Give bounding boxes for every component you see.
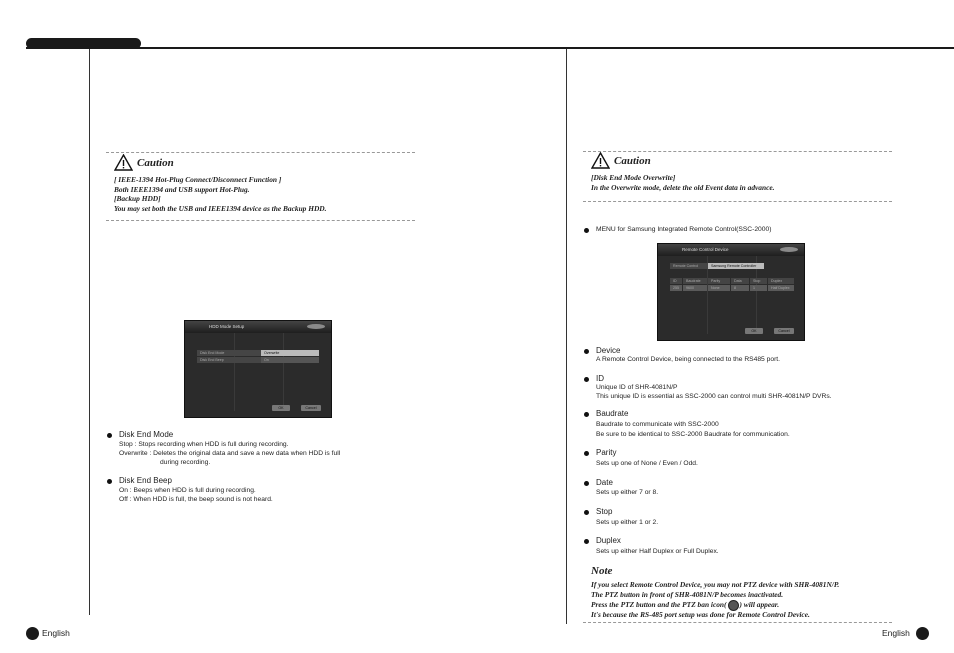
left-caution-box: [114, 154, 327, 213]
caution-line: In the Overwrite mode, delete the old Event data in advance.: [591, 182, 775, 192]
note-line-part: ) will appear.: [739, 600, 780, 610]
caution-line: Both IEEE1394 and USB support Hot-Plug.: [114, 184, 250, 194]
screen-cancel-button: Cancel: [301, 405, 321, 411]
center-rule: [566, 49, 567, 624]
remote-control-device-screenshot: [657, 243, 805, 341]
duplex-heading: Duplex: [596, 536, 621, 545]
bullet-icon: [584, 510, 589, 515]
note-divider: [583, 622, 892, 623]
screen-cell: 1: [750, 285, 767, 291]
page-marker-icon: [916, 627, 929, 640]
screen-cell: None: [708, 285, 730, 291]
screen-row-label: Remote Control: [670, 263, 708, 269]
caution-divider-top: [106, 152, 415, 153]
warning-icon: [114, 154, 133, 171]
item-line: Baudrate to communicate with SSC-2000: [596, 421, 719, 428]
item-line: during recording.: [160, 459, 211, 466]
item-line: Stop : Stops recording when HDD is full during recording.: [119, 441, 289, 448]
screen-col-header: Stop: [750, 278, 767, 284]
date-heading: Date: [596, 478, 613, 487]
baudrate-heading: Baudrate: [596, 409, 629, 418]
parity-heading: Parity: [596, 448, 617, 457]
caution-divider-bottom: [583, 201, 892, 202]
hdd-mode-setup-screenshot: [184, 320, 332, 418]
screen-row-value: Samsung Remote Controller: [708, 263, 764, 269]
item-line: Unique ID of SHR-4081N/P: [596, 384, 678, 391]
item-line: Overwrite : Deletes the original data and save a new data when HDD is full: [119, 450, 341, 457]
caution-line: You may set both the USB and IEEE1394 device as the Backup HDD.: [114, 203, 327, 213]
screen-ok-button: OK: [745, 328, 763, 334]
footer-language: English: [882, 628, 910, 638]
bullet-icon: [107, 479, 112, 484]
caution-divider-bottom: [106, 220, 415, 221]
bullet-icon: [584, 377, 589, 382]
caution-title: Caution: [614, 154, 651, 167]
device-heading: Device: [596, 346, 621, 355]
item-line: Sets up either 7 or 8.: [596, 489, 659, 496]
note-line-part: Press the PTZ button and the PTZ ban icon(: [591, 600, 727, 610]
screen-cell: Half Duplex: [768, 285, 794, 291]
caution-line: [Backup HDD]: [114, 194, 161, 203]
screen-title: Remote Control Device: [658, 244, 804, 256]
warning-icon: [591, 152, 610, 169]
right-caution-box: [591, 152, 775, 192]
item-line: On : Beeps when HDD is full during recording.: [119, 487, 256, 494]
bullet-icon: [584, 349, 589, 354]
menu-description: MENU for Samsung Integrated Remote Control(SSC-2000): [596, 226, 772, 233]
item-line: Sets up either Half Duplex or Full Duplex.: [596, 548, 719, 555]
samsung-logo: [307, 324, 325, 329]
screen-cell: 8: [731, 285, 749, 291]
screen-cell: 9600: [683, 285, 707, 291]
samsung-logo: [780, 247, 798, 252]
note-title: Note: [591, 565, 613, 577]
disk-end-beep-heading: Disk End Beep: [119, 476, 172, 485]
screen-col-header: Duplex: [768, 278, 794, 284]
screen-row-label: Disk End Beep: [197, 357, 261, 363]
note-line: The PTZ button in front of SHR-4081N/P becomes inactivated.: [591, 590, 784, 599]
screen-row-value: On: [261, 357, 319, 363]
screen-col-header: Parity: [708, 278, 730, 284]
caution-line: [ IEEE-1394 Hot-Plug Connect/Disconnect Function ]: [114, 175, 282, 184]
item-line: This unique ID is essential as SSC-2000 can control multi SHR-4081N/P DVRs.: [596, 393, 832, 400]
id-heading: ID: [596, 374, 604, 383]
screen-cancel-button: Cancel: [774, 328, 794, 334]
caution-title: Caution: [137, 156, 174, 169]
screen-title: HDD Mode Setup: [185, 321, 331, 333]
screen-col-header: Baudrate: [683, 278, 707, 284]
bullet-icon: [584, 412, 589, 417]
disk-end-mode-heading: Disk End Mode: [119, 430, 174, 439]
screen-col-header: Data: [731, 278, 749, 284]
screen-col-header: ID: [670, 278, 682, 284]
page-marker-icon: [26, 627, 39, 640]
screen-cell: 255: [670, 285, 682, 291]
header-rule: [26, 47, 954, 49]
bullet-icon: [107, 433, 112, 438]
bullet-icon: [584, 481, 589, 486]
bullet-icon: [584, 539, 589, 544]
caution-line: [Disk End Mode Overwrite]: [591, 173, 676, 182]
bullet-icon: [584, 228, 589, 233]
item-line: Sets up either 1 or 2.: [596, 519, 659, 526]
left-margin-rule: [89, 49, 90, 615]
screen-row-value: Overwrite: [261, 350, 319, 356]
note-line: If you select Remote Control Device, you may not PTZ device with SHR-4081N/P.: [591, 580, 840, 589]
bullet-icon: [584, 451, 589, 456]
stop-heading: Stop: [596, 507, 613, 516]
item-line: Off : When HDD is full, the beep sound is not heard.: [119, 496, 273, 503]
screen-row-label: Disk End Mode: [197, 350, 261, 356]
footer-language: English: [42, 628, 70, 638]
item-line: Be sure to be identical to SSC-2000 Baudrate for communication.: [596, 431, 790, 438]
note-line: It's because the RS-485 port setup was done for Remote Control Device.: [591, 610, 810, 619]
screen-ok-button: OK: [272, 405, 290, 411]
item-line: Sets up one of None / Even / Odd.: [596, 460, 698, 467]
item-line: A Remote Control Device, being connected to the RS485 port.: [596, 356, 781, 363]
